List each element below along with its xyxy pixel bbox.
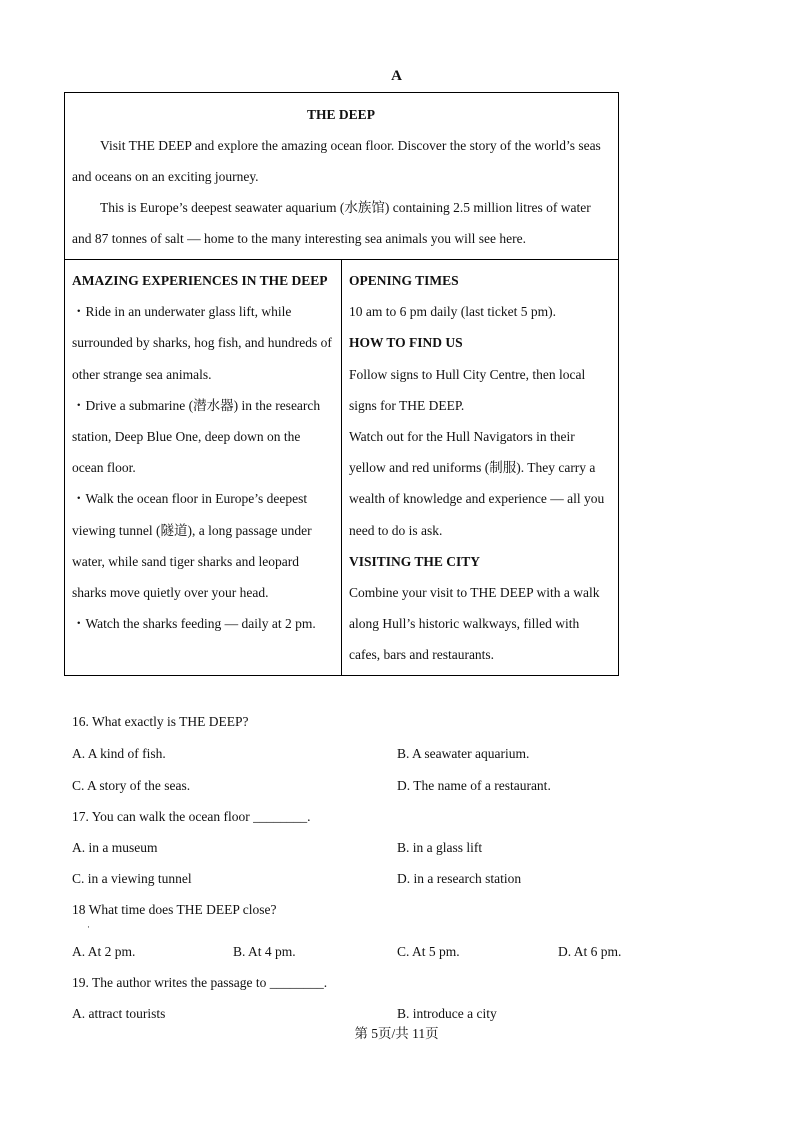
q18-option-b[interactable]: B. At 4 pm.: [233, 944, 296, 959]
experience-item: ・ Drive a submarine (潜水器) in the research station, Deep Blue One, deep down on the ocean floor.: [72, 390, 333, 484]
opening-times-heading: OPENING TIMES: [349, 273, 459, 288]
q18-option-a[interactable]: A. At 2 pm.: [72, 944, 136, 959]
how-to-find-heading: HOW TO FIND US: [349, 335, 463, 351]
q17-option-a[interactable]: A. in a museum: [72, 840, 158, 855]
opening-times-text: 10 am to 6 pm daily (last ticket 5 pm).: [349, 304, 556, 320]
experience-item: ・ Walk the ocean floor in Europe’s deepest viewing tunnel (隧道), a long passage under water, while sand tiger sharks and leopard sharks move quietly over your head.: [72, 483, 333, 608]
intro-cell: [65, 93, 618, 260]
q17-option-b[interactable]: B. in a glass lift: [397, 840, 483, 855]
experience-item: ・ Ride in an underwater glass lift, while surrounded by sharks, hog fish, and hundreds of other strange sea animals.: [72, 296, 333, 390]
q16-option-c[interactable]: C. A story of the seas.: [72, 778, 191, 793]
intro-paragraph-2: This is Europe’s deepest seawater aquarium (水族馆) containing 2.5 million litres of water and 87 tonnes of salt — home to the many interesting sea animals you will see here.: [72, 200, 591, 246]
question-18-stem: 18 What time does THE DEEP close?: [72, 902, 277, 917]
q18-option-c[interactable]: C. At 5 pm.: [397, 944, 460, 959]
q16-option-d[interactable]: D. The name of a restaurant.: [397, 778, 551, 793]
info-cell: [342, 260, 618, 675]
visiting-city-text: Combine your visit to THE DEEP with a walk along Hull’s historic walkways, filled with cafes, bars and restaurants.: [349, 585, 600, 663]
experiences-cell: [65, 260, 342, 675]
question-19-stem: 19. The author writes the passage to ________.: [72, 975, 328, 990]
q16-option-a[interactable]: A. A kind of fish.: [72, 746, 166, 761]
article-table: [64, 92, 619, 676]
how-to-find-text: Follow signs to Hull City Centre, then local signs for THE DEEP.: [349, 366, 586, 413]
q16-option-b[interactable]: B. A seawater aquarium.: [397, 746, 530, 761]
q17-option-d[interactable]: D. in a research station: [397, 871, 522, 886]
experiences-heading: AMAZING EXPERIENCES IN THE DEEP: [72, 273, 328, 288]
navigators-text: Watch out for the Hull Navigators in their yellow and red uniforms (制服). They carry a wealth of knowledge and experience — all you need to do is ask.: [349, 429, 605, 538]
q17-option-c[interactable]: C. in a viewing tunnel: [72, 871, 192, 886]
page-footer: 第 5页/共 11页: [354, 1026, 439, 1041]
q19-option-a[interactable]: A. attract tourists: [72, 1006, 166, 1021]
visiting-city-heading: VISITING THE CITY: [349, 553, 481, 569]
question-17-stem: 17. You can walk the ocean floor ________.: [72, 809, 311, 824]
q18-option-d[interactable]: D. At 6 pm.: [558, 944, 622, 959]
intro-paragraph-1: Visit THE DEEP and explore the amazing ocean floor. Discover the story of the world’s seas and oceans on an exciting journey.: [72, 138, 601, 184]
stray-dot: ·: [87, 922, 90, 932]
experience-item: ・ Watch the sharks feeding — daily at 2 pm.: [72, 608, 333, 639]
q19-option-b[interactable]: B. introduce a city: [397, 1006, 497, 1021]
article-title: THE DEEP: [307, 107, 375, 122]
question-16-stem: 16. What exactly is THE DEEP?: [72, 714, 249, 729]
section-letter: A: [391, 68, 402, 84]
